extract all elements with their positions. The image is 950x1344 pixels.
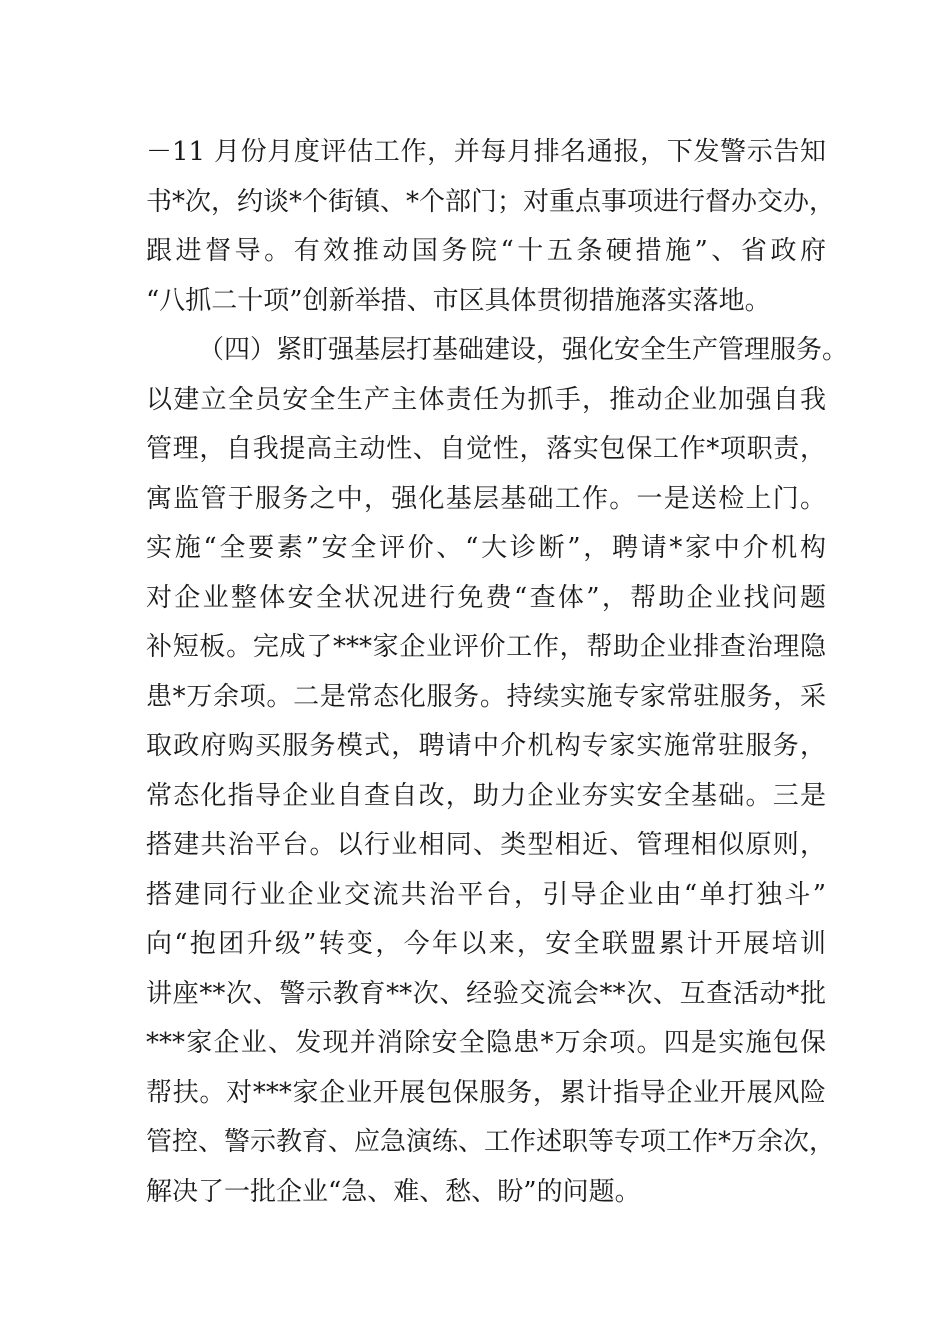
- section-heading-line: （四）紧盯强基层打基础建设，强化安全生产管理服务。: [198, 335, 849, 365]
- text-line: 以建立全员安全生产主体责任为抓手，推动企业加强自我: [146, 384, 826, 415]
- text-line: 讲座**次、警示教育**次、经验交流会**次、互查活动*批: [146, 978, 826, 1009]
- text-line: 补短板。完成了***家企业评价工作，帮助企业排查治理隐: [146, 632, 826, 662]
- text-line: 常态化指导企业自查自改，助力企业夯实安全基础。三是: [146, 780, 826, 811]
- text-line: 实施“全要素”安全评价、“大诊断”，聘请*家中介机构: [146, 533, 826, 563]
- text-line: 管理，自我提高主动性、自觉性，落实包保工作*项职责，: [146, 434, 826, 464]
- text-line: 管控、警示教育、应急演练、工作述职等专项工作*万余次，: [146, 1127, 836, 1157]
- text-line: 向“抱团升级”转变，今年以来，安全联盟累计开展培训: [146, 929, 826, 959]
- text-line: 搭建同行业企业交流共治平台，引导企业由“单打独斗”: [146, 879, 826, 910]
- text-line: 帮扶。对***家企业开展包保服务，累计指导企业开展风险: [146, 1077, 826, 1108]
- document-body: [146, 128, 849, 1217]
- text-line: 患*万余项。二是常态化服务。持续实施专家常驻服务，采: [146, 681, 826, 712]
- text-line: －11 月份月度评估工作，并每月排名通报，下发警示告知: [146, 137, 826, 167]
- text-line: 取政府购买服务模式，聘请中介机构专家实施常驻服务，: [146, 731, 826, 761]
- text-line: 跟进督导。有效推动国务院“十五条硬措施”、省政府: [146, 236, 826, 266]
- text-line: 搭建共治平台。以行业相同、类型相近、管理相似原则，: [146, 830, 826, 860]
- paragraph-end-line: “八抓二十项”创新举措、市区具体贯彻措施落实落地。: [146, 285, 771, 316]
- paragraph-end-line: 解决了一批企业“急、难、愁、盼”的问题。: [146, 1176, 641, 1207]
- text-line: 对企业整体安全状况进行免费“查体”，帮助企业找问题: [146, 582, 826, 613]
- text-line: ***家企业、发现并消除安全隐患*万余项。四是实施包保: [146, 1028, 826, 1058]
- text-line: 书*次，约谈*个街镇、*个部门；对重点事项进行督办交办，: [146, 186, 836, 217]
- text-line: 寓监管于服务之中，强化基层基础工作。一是送检上门。: [146, 483, 826, 514]
